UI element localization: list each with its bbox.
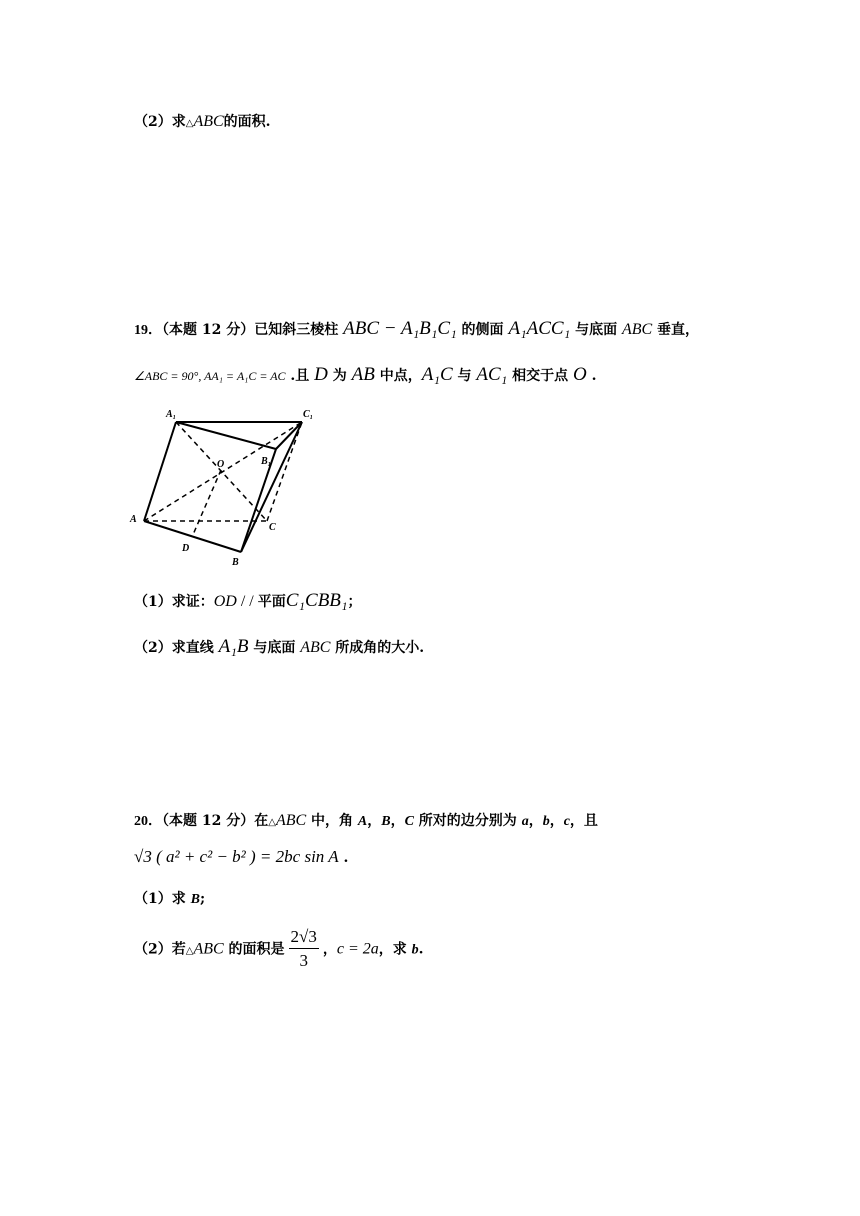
diag-a1c (176, 422, 267, 521)
q19-cond-text: 为 (327, 368, 352, 384)
q20-intro (134, 810, 598, 834)
math-condition: ∠ABC = 90°, AA₁ = A₁C = AC (134, 369, 286, 383)
label-b1: B₁ (261, 456, 272, 467)
math-b: B (190, 892, 200, 907)
q20-part1 (134, 888, 205, 911)
edge-a1a (144, 422, 176, 521)
math-plane: C₁CBB₁ (285, 590, 348, 611)
label-c1: C₁ (303, 409, 314, 420)
comma: ， (322, 941, 337, 958)
angle-a: A (357, 814, 368, 829)
math-a1c: A₁C (421, 364, 453, 385)
math-abc: ABC (193, 940, 224, 958)
q18-part2-suffix: 的面积. (223, 114, 271, 130)
equation-end: . (338, 850, 349, 866)
q19-part2-suffix: 所成角的大小. (330, 640, 425, 656)
side-b: b (542, 814, 550, 829)
q20-part2-prefix: （2）若 (134, 941, 186, 958)
q20-intro-text: 中，角 (306, 813, 358, 829)
q20-part1-prefix: （1）求 (134, 891, 191, 907)
q19-part1-prefix: （1）求证： (134, 594, 214, 610)
period: . (418, 941, 424, 958)
q19-intro-text: 的侧面 (456, 322, 509, 338)
q20-intro-text: ，且 (569, 813, 598, 829)
math-ac1: AC₁ (476, 364, 508, 385)
q19-cond-text: .且 (285, 368, 315, 384)
math-base: ABC (300, 639, 331, 656)
question-number: 19 (134, 323, 148, 338)
q20-part2-mid: 的面积是 (223, 941, 285, 958)
fraction (289, 926, 319, 973)
fraction-denominator: 3 (299, 951, 308, 970)
q19-intro-text: 垂直， (652, 322, 700, 338)
math-face: A₁ACC₁ (508, 318, 571, 339)
comma: ， (528, 813, 543, 829)
math-abc: ABC (193, 113, 224, 130)
q19-part2 (134, 636, 424, 659)
math-od: OD (213, 593, 237, 610)
label-a1: A₁ (166, 409, 177, 420)
q20-part1-suffix: ; (199, 891, 206, 907)
math-prism: ABC − A₁B₁C₁ (343, 318, 457, 339)
q19-cond-text: 与 (452, 368, 477, 384)
math-base: ABC (621, 321, 653, 338)
label-c: C (269, 522, 276, 533)
label-o: O (217, 459, 225, 470)
math-o: O (573, 364, 587, 385)
math-b: b (411, 942, 419, 958)
q20-intro-text: ．（本题 12 分）在 (148, 813, 269, 829)
triangle-symbol: △ (185, 945, 194, 957)
side-c: c (563, 814, 570, 829)
label-a: A (130, 514, 137, 525)
q19-intro (134, 318, 699, 342)
edge-b1c1 (276, 422, 302, 449)
q20-intro-text: 所对的边分别为 (413, 813, 522, 829)
q18-part2 (134, 111, 271, 135)
edge-a1b1 (176, 422, 276, 449)
math-d: D (314, 364, 328, 385)
angle-c: C (404, 814, 414, 829)
q20-part2-find: ，求 (378, 941, 412, 958)
label-d: D (182, 543, 190, 554)
parallel-symbol: / / (236, 593, 258, 610)
comma: ， (390, 813, 405, 829)
q19-part2-prefix: （2）求直线 (134, 640, 219, 656)
q19-condition (134, 364, 597, 387)
q19-part1-suffix: ； (347, 594, 362, 610)
angle-b: B (381, 814, 391, 829)
q19-intro-text: 与底面 (570, 322, 622, 338)
math-condition: c = 2a (336, 940, 379, 958)
q20-equation-line (134, 846, 348, 869)
triangle-symbol: △ (185, 118, 194, 129)
q20-part2 (134, 926, 424, 973)
question-number: 20 (134, 814, 148, 829)
q19-cond-text: 中点， (374, 368, 422, 384)
fraction-numerator: 2√3 (289, 926, 319, 949)
edge-cc1 (267, 422, 302, 521)
q19-part2-mid: 与底面 (248, 640, 301, 656)
q19-cond-text: 相交于点 (507, 368, 574, 384)
math-abc: ABC (275, 812, 307, 829)
comma: ， (367, 813, 382, 829)
q19-intro-text: ．（本题 12 分）已知斜三棱柱 (148, 322, 344, 338)
plane-word: 平面 (257, 594, 286, 610)
q18-part2-prefix: （2）求 (134, 114, 186, 130)
math-ab: AB (351, 364, 375, 385)
label-b: B (232, 557, 239, 568)
prism-figure (124, 404, 324, 572)
segment-od (192, 470, 221, 537)
q19-part1 (134, 590, 362, 613)
triangle-symbol: △ (268, 817, 276, 828)
math-a1b: A₁B (218, 636, 249, 657)
comma: ， (549, 813, 564, 829)
side-a: a (521, 814, 529, 829)
q19-cond-text: . (586, 368, 597, 384)
math-equation: √3 ( a² + c² − b² ) = 2bc sin A (134, 847, 339, 866)
